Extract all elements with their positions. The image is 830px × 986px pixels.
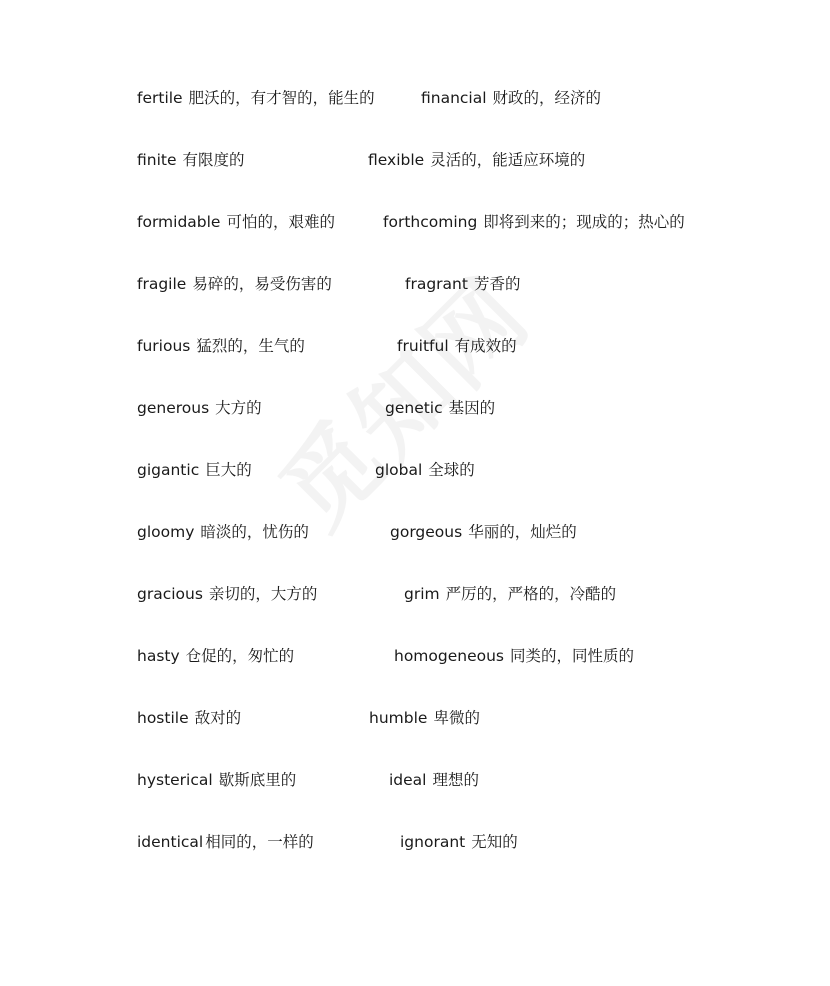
vocab-meaning: 可怕的，艰难的 <box>226 213 335 231</box>
vocab-word: generous <box>137 399 210 417</box>
vocab-word: gloomy <box>137 523 195 541</box>
vocab-entry-left <box>137 210 335 234</box>
vocab-word: finite <box>137 151 177 169</box>
vocab-word: genetic <box>385 399 443 417</box>
vocab-row <box>0 458 830 482</box>
vocab-meaning: 歇斯底里的 <box>218 771 297 789</box>
vocab-meaning: 大方的 <box>215 399 262 417</box>
vocab-word: formidable <box>137 213 221 231</box>
vocab-entry-left <box>137 148 245 172</box>
vocab-row <box>0 86 830 110</box>
vocab-row <box>0 396 830 420</box>
vocab-word: fragile <box>137 275 187 293</box>
vocab-entry-left <box>137 396 262 420</box>
vocab-word: forthcoming <box>383 213 478 231</box>
vocab-meaning: 暗淡的，忧伤的 <box>200 523 309 541</box>
vocab-word: fertile <box>137 89 183 107</box>
vocab-meaning: 仓促的，匆忙的 <box>185 647 295 665</box>
vocab-row <box>0 768 830 792</box>
vocab-word: furious <box>137 337 191 355</box>
vocab-word: grim <box>404 585 440 603</box>
vocab-meaning: 同类的，同性质的 <box>510 647 635 665</box>
vocab-row <box>0 210 830 234</box>
vocab-entry-right <box>397 334 517 358</box>
vocab-word: ignorant <box>400 833 466 851</box>
vocab-meaning: 财政的，经济的 <box>492 89 602 107</box>
vocab-meaning: 严厉的，严格的，冷酷的 <box>445 585 617 603</box>
vocab-word: hasty <box>137 647 180 665</box>
vocab-word: gorgeous <box>390 523 463 541</box>
vocab-row <box>0 148 830 172</box>
vocab-word: humble <box>369 709 428 727</box>
vocab-entry-left <box>137 272 332 296</box>
vocab-entry-left <box>137 458 252 482</box>
vocab-row <box>0 830 830 854</box>
vocab-row <box>0 582 830 606</box>
vocab-entry-right <box>383 210 685 234</box>
vocab-meaning: 理想的 <box>432 771 480 789</box>
vocab-meaning: 灵活的，能适应环境的 <box>430 151 586 169</box>
vocab-word: identical <box>137 833 204 851</box>
vocab-entry-right <box>404 582 616 606</box>
vocab-word: homogeneous <box>394 647 505 665</box>
vocab-entry-right <box>400 830 518 854</box>
vocab-entry-left <box>137 520 309 544</box>
vocab-meaning: 亲切的，大方的 <box>208 585 318 603</box>
vocab-meaning: 肥沃的，有才智的，能生的 <box>188 89 375 107</box>
vocab-word: hostile <box>137 709 189 727</box>
vocab-meaning: 相同的，一样的 <box>205 833 314 851</box>
vocab-entry-left <box>137 86 375 110</box>
vocab-row <box>0 272 830 296</box>
vocab-entry-left <box>137 582 317 606</box>
vocab-word: financial <box>421 89 487 107</box>
vocab-entry-right <box>375 458 475 482</box>
vocab-word: flexible <box>368 151 425 169</box>
vocab-entry-right <box>390 520 577 544</box>
vocab-row <box>0 706 830 730</box>
vocab-entry-left <box>137 334 305 358</box>
vocab-word: gracious <box>137 585 203 603</box>
vocab-entry-left <box>137 830 314 854</box>
vocab-meaning: 华丽的，灿烂的 <box>468 523 577 541</box>
vocab-word: hysterical <box>137 771 213 789</box>
vocab-entry-right <box>368 148 585 172</box>
vocab-word: ideal <box>389 771 427 789</box>
vocab-meaning: 无知的 <box>471 833 518 851</box>
vocab-meaning: 芳香的 <box>473 275 521 293</box>
vocab-entry-right <box>369 706 480 730</box>
vocab-meaning: 基因的 <box>448 399 496 417</box>
vocab-entry-right <box>405 272 520 296</box>
vocab-meaning: 有成效的 <box>454 337 517 355</box>
vocab-entry-left <box>137 768 296 792</box>
vocab-row <box>0 644 830 668</box>
vocab-entry-left <box>137 706 241 730</box>
vocab-entry-right <box>385 396 495 420</box>
vocab-entry-right <box>421 86 601 110</box>
vocab-row <box>0 334 830 358</box>
vocab-meaning: 有限度的 <box>182 151 245 169</box>
vocab-entry-right <box>389 768 479 792</box>
vocab-word: fragrant <box>405 275 468 293</box>
vocab-entry-left <box>137 644 294 668</box>
vocab-meaning: 卑微的 <box>433 709 480 727</box>
vocab-word: global <box>375 461 423 479</box>
vocab-row <box>0 520 830 544</box>
vocab-meaning: 易碎的，易受伤害的 <box>192 275 332 293</box>
vocab-meaning: 全球的 <box>428 461 475 479</box>
vocab-meaning: 敌对的 <box>194 709 242 727</box>
vocab-entry-right <box>394 644 634 668</box>
vocab-meaning: 猛烈的，生气的 <box>196 337 305 355</box>
vocab-word: fruitful <box>397 337 449 355</box>
vocab-meaning: 巨大的 <box>205 461 252 479</box>
vocab-word: gigantic <box>137 461 200 479</box>
vocab-meaning: 即将到来的；现成的；热心的 <box>483 213 685 231</box>
